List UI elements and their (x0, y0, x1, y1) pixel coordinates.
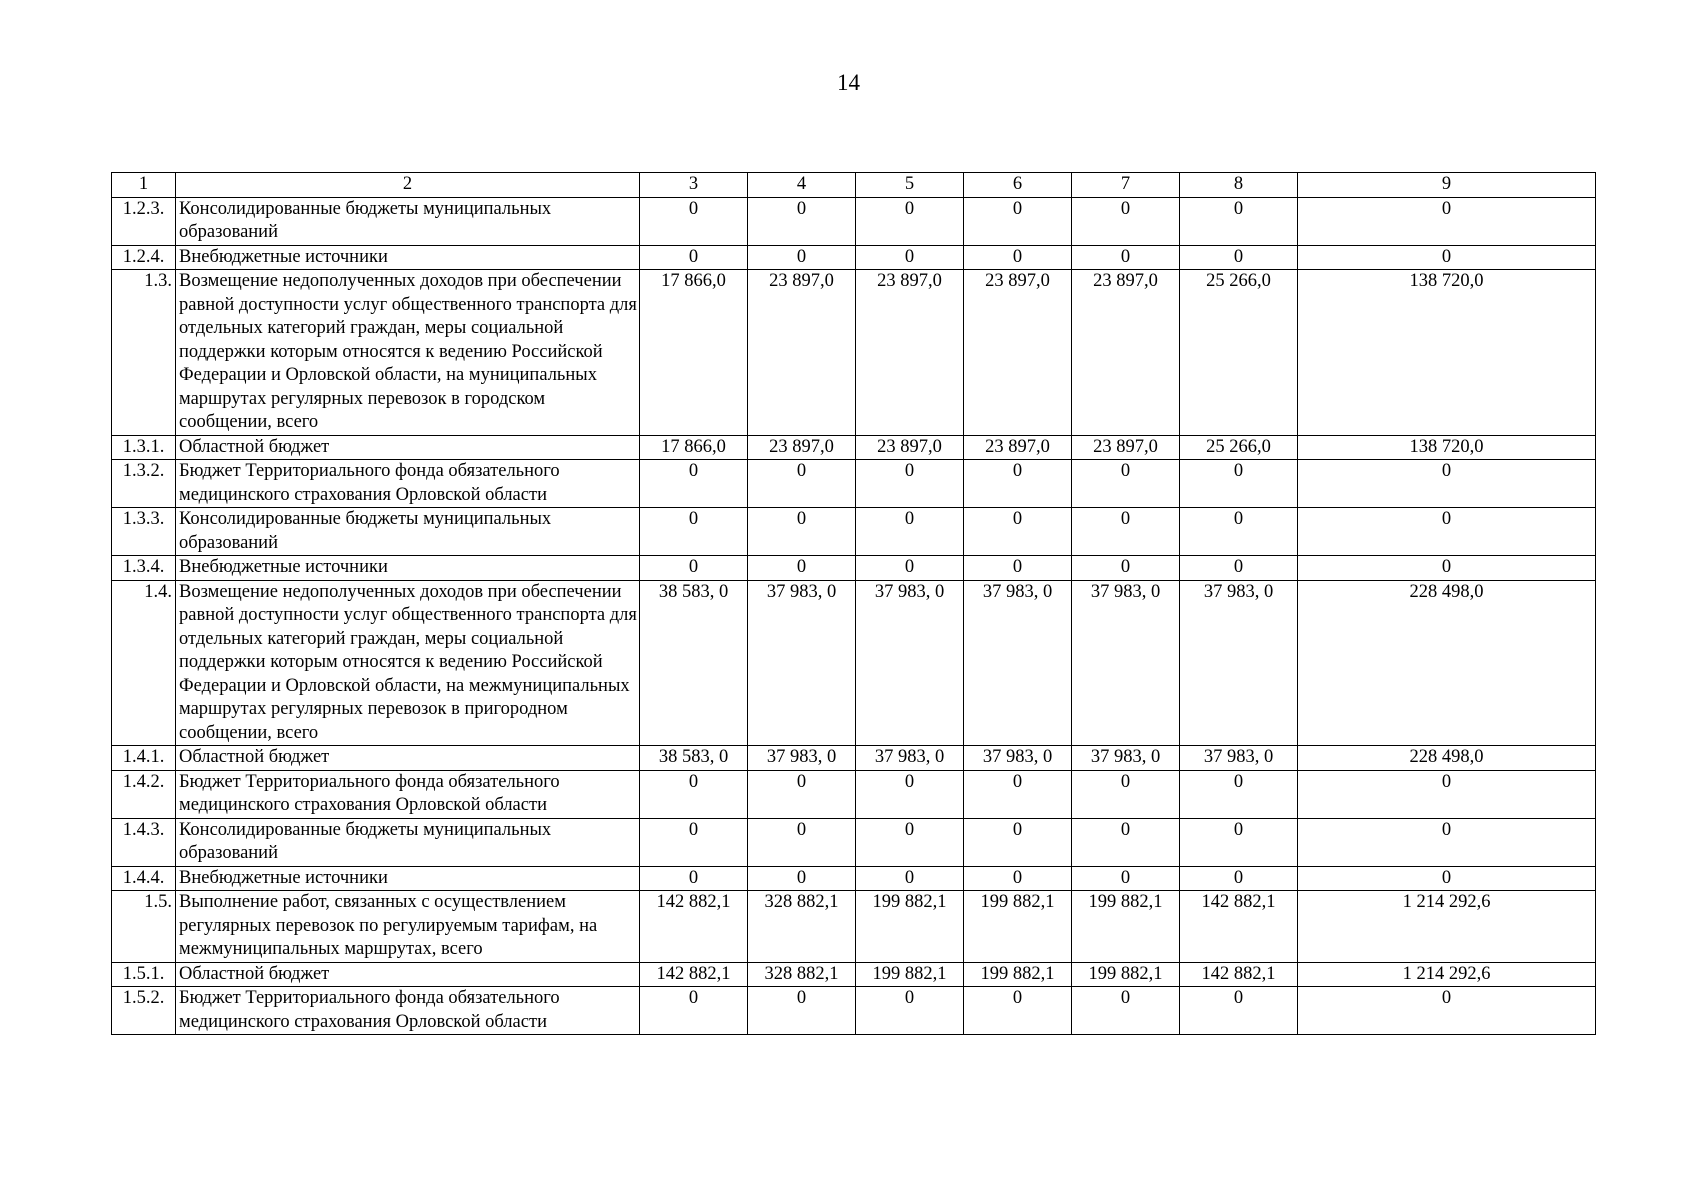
value-cell: 0 (1298, 508, 1596, 556)
table-row (112, 245, 1596, 270)
row-name: Внебюджетные источники (176, 866, 640, 891)
table-row (112, 460, 1596, 508)
row-name: Внебюджетные источники (176, 556, 640, 581)
row-number: 1.5.1. (112, 962, 176, 987)
value-cell: 1 214 292,6 (1298, 891, 1596, 963)
row-name: Возмещение недополученных доходов при обеспечении равной доступности услуг общественного транспорта для отдельных категорий граждан, меры социальной поддержки которым относятся к ведению Российской Федерации и Орловской области, на межмуниципальных маршрутах регулярных перевозок в пригородном сообщении, всего (176, 580, 640, 746)
row-name: Консолидированные бюджеты муниципальных образований (176, 508, 640, 556)
value-cell: 0 (856, 556, 964, 581)
value-cell: 0 (1298, 197, 1596, 245)
value-cell: 0 (748, 987, 856, 1035)
value-cell: 23 897,0 (964, 435, 1072, 460)
value-cell: 0 (1072, 197, 1180, 245)
value-cell: 37 983, 0 (964, 580, 1072, 746)
row-name: Бюджет Территориального фонда обязательного медицинского страхования Орловской области (176, 770, 640, 818)
header-cell: 5 (856, 173, 964, 198)
value-cell: 0 (1072, 508, 1180, 556)
value-cell: 17 866,0 (640, 270, 748, 436)
value-cell: 0 (1298, 460, 1596, 508)
value-cell: 23 897,0 (748, 270, 856, 436)
value-cell: 38 583, 0 (640, 580, 748, 746)
row-name: Консолидированные бюджеты муниципальных образований (176, 197, 640, 245)
row-name: Областной бюджет (176, 746, 640, 771)
value-cell: 0 (856, 770, 964, 818)
table-row (112, 818, 1596, 866)
value-cell: 0 (1298, 987, 1596, 1035)
table-row (112, 435, 1596, 460)
value-cell: 0 (964, 508, 1072, 556)
value-cell: 0 (1180, 556, 1298, 581)
value-cell: 0 (1072, 866, 1180, 891)
value-cell: 37 983, 0 (748, 746, 856, 771)
value-cell: 23 897,0 (1072, 435, 1180, 460)
value-cell: 0 (640, 818, 748, 866)
value-cell: 0 (1072, 245, 1180, 270)
row-number: 1.2.4. (112, 245, 176, 270)
table-row (112, 556, 1596, 581)
value-cell: 0 (856, 818, 964, 866)
value-cell: 0 (1180, 508, 1298, 556)
value-cell: 0 (1298, 556, 1596, 581)
table-row (112, 770, 1596, 818)
value-cell: 0 (1072, 770, 1180, 818)
row-name: Областной бюджет (176, 435, 640, 460)
value-cell: 25 266,0 (1180, 435, 1298, 460)
value-cell: 0 (640, 508, 748, 556)
value-cell: 199 882,1 (856, 962, 964, 987)
value-cell: 37 983, 0 (856, 580, 964, 746)
value-cell: 142 882,1 (1180, 891, 1298, 963)
value-cell: 0 (640, 245, 748, 270)
value-cell: 0 (640, 866, 748, 891)
row-name: Областной бюджет (176, 962, 640, 987)
value-cell: 0 (748, 197, 856, 245)
value-cell: 0 (856, 987, 964, 1035)
header-cell: 7 (1072, 173, 1180, 198)
value-cell: 0 (964, 866, 1072, 891)
value-cell: 199 882,1 (1072, 962, 1180, 987)
value-cell: 1 214 292,6 (1298, 962, 1596, 987)
row-number: 1.4.4. (112, 866, 176, 891)
value-cell: 0 (1180, 245, 1298, 270)
value-cell: 0 (1180, 460, 1298, 508)
value-cell: 0 (640, 770, 748, 818)
table-row (112, 270, 1596, 436)
value-cell: 0 (1180, 770, 1298, 818)
row-number: 1.4.1. (112, 746, 176, 771)
value-cell: 0 (964, 818, 1072, 866)
value-cell: 199 882,1 (964, 962, 1072, 987)
table-row (112, 962, 1596, 987)
value-cell: 0 (640, 460, 748, 508)
row-number: 1.3.2. (112, 460, 176, 508)
value-cell: 142 882,1 (640, 891, 748, 963)
value-cell: 0 (640, 556, 748, 581)
value-cell: 138 720,0 (1298, 270, 1596, 436)
value-cell: 0 (1072, 556, 1180, 581)
value-cell: 0 (1180, 987, 1298, 1035)
row-number: 1.5. (112, 891, 176, 963)
value-cell: 199 882,1 (1072, 891, 1180, 963)
row-number: 1.4. (112, 580, 176, 746)
value-cell: 0 (1298, 866, 1596, 891)
value-cell: 0 (1072, 987, 1180, 1035)
value-cell: 17 866,0 (640, 435, 748, 460)
header-cell: 8 (1180, 173, 1298, 198)
header-cell: 6 (964, 173, 1072, 198)
row-name: Бюджет Территориального фонда обязательного медицинского страхования Орловской области (176, 460, 640, 508)
row-number: 1.3.1. (112, 435, 176, 460)
value-cell: 328 882,1 (748, 891, 856, 963)
value-cell: 38 583, 0 (640, 746, 748, 771)
table-row (112, 197, 1596, 245)
value-cell: 0 (1298, 245, 1596, 270)
value-cell: 0 (856, 866, 964, 891)
table-body (112, 173, 1596, 1035)
value-cell: 37 983, 0 (748, 580, 856, 746)
value-cell: 0 (856, 197, 964, 245)
value-cell: 0 (748, 508, 856, 556)
row-name: Внебюджетные источники (176, 245, 640, 270)
row-number: 1.4.2. (112, 770, 176, 818)
value-cell: 199 882,1 (856, 891, 964, 963)
value-cell: 23 897,0 (856, 270, 964, 436)
row-name: Бюджет Территориального фонда обязательного медицинского страхования Орловской области (176, 987, 640, 1035)
table-row (112, 866, 1596, 891)
header-cell: 1 (112, 173, 176, 198)
value-cell: 0 (1298, 770, 1596, 818)
value-cell: 0 (1180, 818, 1298, 866)
value-cell: 0 (1072, 460, 1180, 508)
value-cell: 0 (964, 770, 1072, 818)
value-cell: 23 897,0 (964, 270, 1072, 436)
row-name: Выполнение работ, связанных с осуществлением регулярных перевозок по регулируемым тарифам, на межмуниципальных маршрутах, всего (176, 891, 640, 963)
value-cell: 37 983, 0 (856, 746, 964, 771)
table-row (112, 987, 1596, 1035)
table-row (112, 746, 1596, 771)
value-cell: 142 882,1 (640, 962, 748, 987)
value-cell: 0 (1298, 818, 1596, 866)
value-cell: 23 897,0 (748, 435, 856, 460)
value-cell: 25 266,0 (1180, 270, 1298, 436)
value-cell: 0 (964, 245, 1072, 270)
value-cell: 37 983, 0 (1072, 746, 1180, 771)
value-cell: 0 (964, 556, 1072, 581)
table-row (112, 891, 1596, 963)
header-cell: 9 (1298, 173, 1596, 198)
row-name: Консолидированные бюджеты муниципальных образований (176, 818, 640, 866)
table-row (112, 508, 1596, 556)
value-cell: 0 (748, 866, 856, 891)
value-cell: 199 882,1 (964, 891, 1072, 963)
table-row (112, 580, 1596, 746)
value-cell: 228 498,0 (1298, 580, 1596, 746)
value-cell: 0 (640, 197, 748, 245)
value-cell: 0 (964, 197, 1072, 245)
budget-table (111, 172, 1596, 1035)
value-cell: 328 882,1 (748, 962, 856, 987)
value-cell: 23 897,0 (1072, 270, 1180, 436)
value-cell: 37 983, 0 (1180, 580, 1298, 746)
row-number: 1.3.3. (112, 508, 176, 556)
value-cell: 0 (1072, 818, 1180, 866)
value-cell: 0 (748, 770, 856, 818)
value-cell: 37 983, 0 (1180, 746, 1298, 771)
row-number: 1.3. (112, 270, 176, 436)
row-number: 1.3.4. (112, 556, 176, 581)
value-cell: 228 498,0 (1298, 746, 1596, 771)
value-cell: 37 983, 0 (964, 746, 1072, 771)
row-number: 1.4.3. (112, 818, 176, 866)
row-name: Возмещение недополученных доходов при обеспечении равной доступности услуг общественного транспорта для отдельных категорий граждан, меры социальной поддержки которым относятся к ведению Российской Федерации и Орловской области, на муниципальных маршрутах регулярных перевозок в городском сообщении, всего (176, 270, 640, 436)
value-cell: 0 (748, 556, 856, 581)
value-cell: 23 897,0 (856, 435, 964, 460)
value-cell: 0 (748, 245, 856, 270)
header-row (112, 173, 1596, 198)
value-cell: 0 (964, 460, 1072, 508)
value-cell: 142 882,1 (1180, 962, 1298, 987)
value-cell: 37 983, 0 (1072, 580, 1180, 746)
header-cell: 2 (176, 173, 640, 198)
value-cell: 0 (856, 508, 964, 556)
value-cell: 0 (748, 460, 856, 508)
value-cell: 0 (1180, 197, 1298, 245)
value-cell: 0 (964, 987, 1072, 1035)
header-cell: 4 (748, 173, 856, 198)
value-cell: 0 (640, 987, 748, 1035)
value-cell: 0 (856, 245, 964, 270)
header-cell: 3 (640, 173, 748, 198)
page-number: 14 (837, 70, 860, 95)
value-cell: 0 (748, 818, 856, 866)
value-cell: 138 720,0 (1298, 435, 1596, 460)
row-number: 1.5.2. (112, 987, 176, 1035)
value-cell: 0 (1180, 866, 1298, 891)
value-cell: 0 (856, 460, 964, 508)
row-number: 1.2.3. (112, 197, 176, 245)
